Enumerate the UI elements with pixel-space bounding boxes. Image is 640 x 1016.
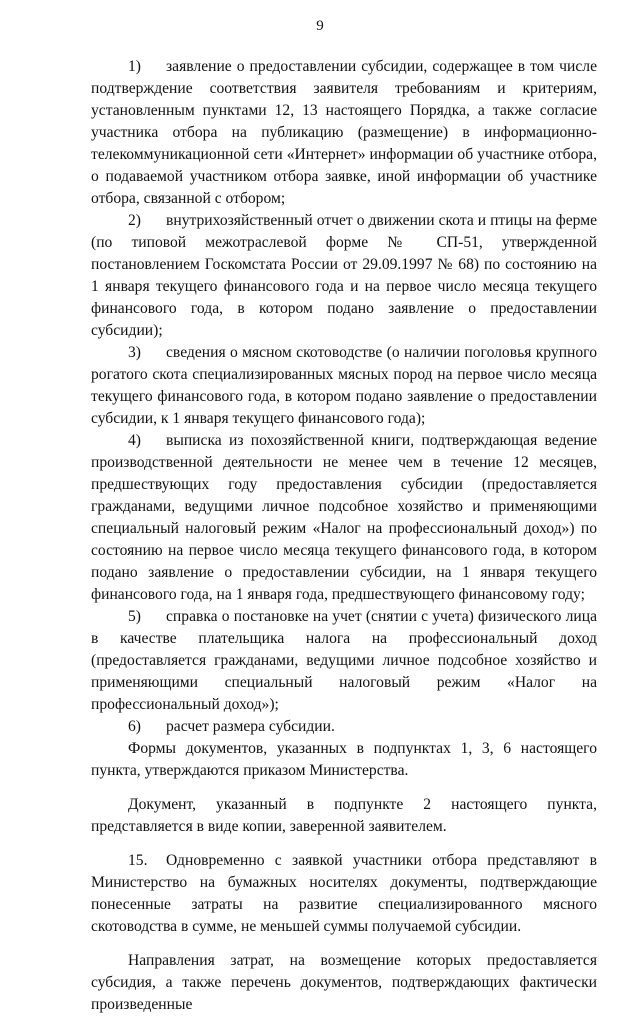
paragraph-text: Направления затрат, на возмещение которых предоставляется субсидия, а также перечень документов, подтверждающих фактически произведенные (91, 952, 597, 1013)
list-item-4 (91, 430, 597, 606)
list-item-5 (91, 606, 597, 716)
clause-number: 15. (128, 852, 148, 869)
item-text: внутрихозяйственный отчет о движении скота и птицы на ферме (по типовой межотраслевой форме № СП-51, утвержденной постановлением Госкомстата России от 29.09.1997 № 68) по состоянию на 1 января текущего финансового года и на первое число месяца текущего финансового года, в котором подано заявление о предоставлении субсидии); (91, 212, 597, 339)
clause-text: Одновременно с заявкой участники отбора представляют в Министерство на бумажных носителях документы, подтверждающие понесенные затраты на развитие специализированного мясного скотоводства в сумме, не меньшей суммы получаемой субсидии. (91, 852, 597, 935)
clause-15 (91, 850, 597, 938)
forms-paragraph (91, 738, 597, 782)
item-number: 2) (128, 212, 141, 229)
item-text: справка о постановке на учет (снятии с учета) физического лица в качестве плательщика налога на профессиональный доход (предоставляется гражданами, ведущими личное подсобное хозяйство и применяющими специальный налоговый режим «Налог на профессиональный доход»); (91, 608, 597, 713)
item-number: 1) (128, 58, 141, 75)
item-text: сведения о мясном скотоводстве (о наличии поголовья крупного рогатого скота специализированных мясных пород на первое число месяца текущего финансового года, в котором подано заявление о предоставлении субсидии, к 1 января текущего финансового года); (91, 344, 597, 427)
item-number: 5) (128, 608, 141, 625)
expenses-paragraph (91, 950, 597, 1016)
item-text: заявление о предоставлении субсидии, содержащее в том числе подтверждение соответствия заявителя требованиям и критериям, установленным пунктами 12, 13 настоящего Порядка, а также согласие участника отбора на публикацию (размещение) в информационно-телекоммуникационной сети «Интернет» информации об участнике отбора, о подаваемой участником отбора заявке, иной информации об участнике отбора, связанной с отбором; (91, 58, 597, 207)
item-number: 3) (128, 344, 141, 361)
copy-paragraph (91, 794, 597, 838)
list-item-6 (91, 716, 597, 738)
item-text: расчет размера субсидии. (166, 718, 335, 735)
list-item-1 (91, 56, 597, 210)
list-item-2 (91, 210, 597, 342)
paragraph-text: Документ, указанный в подпункте 2 настоящего пункта, представляется в виде копии, заверенной заявителем. (91, 796, 597, 835)
paragraph-text: Формы документов, указанных в подпунктах 1, 3, 6 настоящего пункта, утверждаются приказом Министерства. (91, 740, 597, 779)
item-number: 4) (128, 432, 141, 449)
page-number: 9 (316, 18, 324, 34)
item-text: выписка из похозяйственной книги, подтверждающая ведение производственной деятельности не менее чем в течение 12 месяцев, предшествующих году предоставления субсидии (предоставляется гражданами, ведущими личное подсобное хозяйство и применяющими специальный налоговый режим «Налог на профессиональный доход») по состоянию на первое число месяца текущего финансового года, в котором подано заявление о предоставлении субсидии, на 1 января текущего финансового года, на 1 января года, предшествующего финансовому году; (91, 432, 597, 603)
list-item-3 (91, 342, 597, 430)
item-number: 6) (128, 718, 141, 735)
document-body (91, 56, 597, 1016)
